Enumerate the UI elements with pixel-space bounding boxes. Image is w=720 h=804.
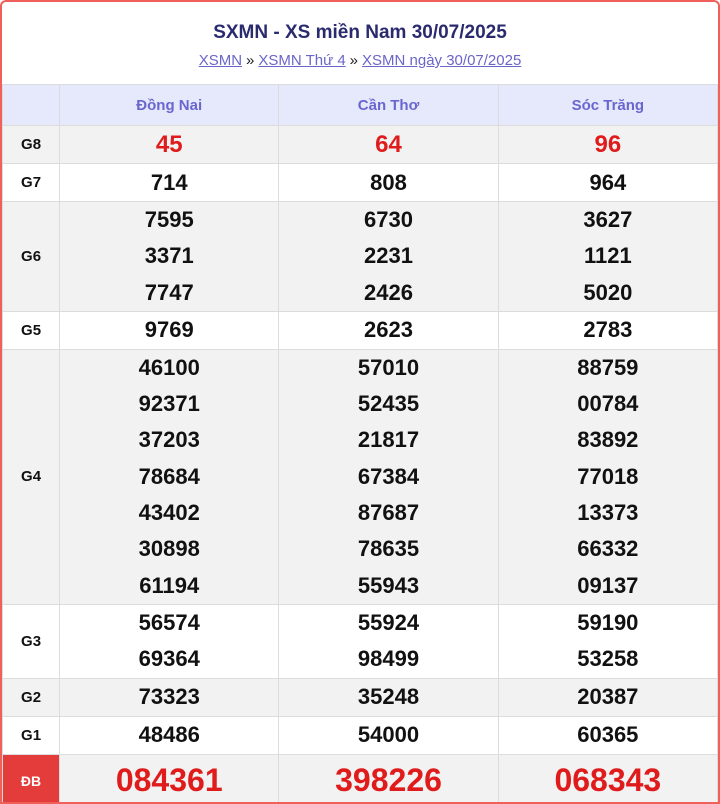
prize-value: 30898 bbox=[138, 536, 200, 562]
breadcrumb-xsmn[interactable]: XSMN bbox=[198, 52, 243, 69]
prize-row-g2 bbox=[3, 678, 718, 716]
prize-value: 9769 bbox=[60, 311, 279, 349]
page-title: SXMN - XS miền Nam 30/07/2025 bbox=[213, 22, 507, 43]
special-prize-value: 398226 bbox=[279, 754, 498, 804]
prize-value: 00784 bbox=[577, 391, 639, 417]
prize-value: 2426 bbox=[364, 279, 413, 305]
prize-value: 2783 bbox=[498, 311, 717, 349]
prize-cell bbox=[498, 349, 717, 604]
prize-cell bbox=[498, 604, 717, 678]
prize-value: 09137 bbox=[577, 572, 639, 598]
breadcrumb bbox=[2, 52, 718, 70]
prize-cell bbox=[60, 604, 279, 678]
prize-value: 92371 bbox=[138, 391, 200, 417]
prize-value: 13373 bbox=[577, 500, 639, 526]
prize-value: 5020 bbox=[583, 279, 633, 305]
prize-cell bbox=[279, 604, 498, 678]
breadcrumb-xsmn-thu-4[interactable]: XSMN Thứ 4 bbox=[258, 52, 346, 69]
prize-value: 78684 bbox=[138, 463, 200, 489]
prize-value: 45 bbox=[60, 126, 279, 164]
prize-value: 2231 bbox=[364, 243, 413, 269]
prize-row-special bbox=[3, 754, 718, 804]
prize-value: 55943 bbox=[357, 572, 420, 598]
prize-value: 88759 bbox=[577, 354, 639, 380]
title-area bbox=[2, 2, 718, 84]
prize-label: G3 bbox=[3, 604, 60, 678]
prize-value: 87687 bbox=[357, 500, 420, 526]
breadcrumb-xsmn-date[interactable]: XSMN ngày 30/07/2025 bbox=[362, 52, 522, 69]
province-can-tho: Cần Thơ bbox=[279, 85, 498, 126]
prize-value: 7595 bbox=[144, 207, 194, 232]
special-prize-value: 068343 bbox=[498, 754, 717, 804]
prize-value: 7747 bbox=[144, 279, 194, 305]
prize-value: 2623 bbox=[279, 311, 498, 349]
prize-row-g8 bbox=[3, 126, 718, 164]
prize-value: 20387 bbox=[498, 678, 717, 716]
prize-value: 56574 bbox=[138, 609, 200, 635]
prize-cell bbox=[60, 202, 279, 312]
province-dong-nai: Đồng Nai bbox=[60, 85, 279, 126]
prize-value: 67384 bbox=[357, 463, 420, 489]
prize-value: 52435 bbox=[357, 391, 420, 417]
prize-label: G5 bbox=[3, 311, 60, 349]
prize-label: G8 bbox=[3, 126, 60, 164]
province-soc-trang: Sóc Trăng bbox=[498, 85, 717, 126]
prize-label: G6 bbox=[3, 202, 60, 312]
prize-value: 714 bbox=[60, 164, 279, 202]
prize-cell bbox=[279, 349, 498, 604]
prize-value: 1121 bbox=[583, 243, 632, 269]
prize-row-g1 bbox=[3, 716, 718, 754]
breadcrumb-separator: » bbox=[349, 52, 359, 69]
prize-cell bbox=[279, 202, 498, 312]
prize-row-g4 bbox=[3, 349, 718, 604]
special-prize-value: 084361 bbox=[60, 754, 279, 804]
prize-label: G1 bbox=[3, 716, 60, 754]
prize-label: G7 bbox=[3, 164, 60, 202]
prize-value: 808 bbox=[279, 164, 498, 202]
prize-value: 964 bbox=[498, 164, 717, 202]
prize-value: 54000 bbox=[279, 716, 498, 754]
prize-value: 73323 bbox=[60, 678, 279, 716]
prize-value: 55924 bbox=[357, 609, 420, 635]
prize-value: 48486 bbox=[60, 716, 279, 754]
prize-label: G2 bbox=[3, 678, 60, 716]
prize-value: 64 bbox=[279, 126, 498, 164]
prize-cell bbox=[498, 202, 717, 312]
prize-row-g6 bbox=[3, 202, 718, 312]
table-header-row bbox=[3, 85, 718, 126]
prize-value: 59190 bbox=[577, 609, 639, 635]
prize-value: 83892 bbox=[577, 427, 639, 453]
prize-value: 60365 bbox=[498, 716, 717, 754]
prize-value: 3371 bbox=[144, 243, 194, 269]
prize-value: 37203 bbox=[138, 427, 200, 453]
prize-value: 69364 bbox=[138, 646, 200, 672]
prize-value: 61194 bbox=[139, 572, 200, 598]
prize-value: 21817 bbox=[357, 427, 420, 453]
prize-value: 96 bbox=[498, 126, 717, 164]
header-blank-cell bbox=[3, 85, 60, 126]
prize-value: 35248 bbox=[279, 678, 498, 716]
prize-value: 78635 bbox=[357, 536, 420, 562]
prize-value: 43402 bbox=[138, 500, 200, 526]
prize-cell bbox=[60, 349, 279, 604]
prize-value: 77018 bbox=[577, 463, 639, 489]
special-prize-label: ĐB bbox=[3, 754, 60, 804]
prize-row-g3 bbox=[3, 604, 718, 678]
prize-value: 98499 bbox=[357, 646, 420, 672]
prize-row-g7 bbox=[3, 164, 718, 202]
prize-value: 3627 bbox=[583, 207, 633, 232]
prize-value: 66332 bbox=[577, 536, 639, 562]
prize-value: 53258 bbox=[577, 646, 639, 672]
breadcrumb-separator: » bbox=[246, 52, 255, 69]
prize-value: 46100 bbox=[138, 354, 200, 380]
prize-label: G4 bbox=[3, 349, 60, 604]
prize-value: 57010 bbox=[357, 354, 420, 380]
results-table bbox=[2, 84, 718, 804]
prize-value: 6730 bbox=[364, 207, 413, 232]
prize-row-g5 bbox=[3, 311, 718, 349]
